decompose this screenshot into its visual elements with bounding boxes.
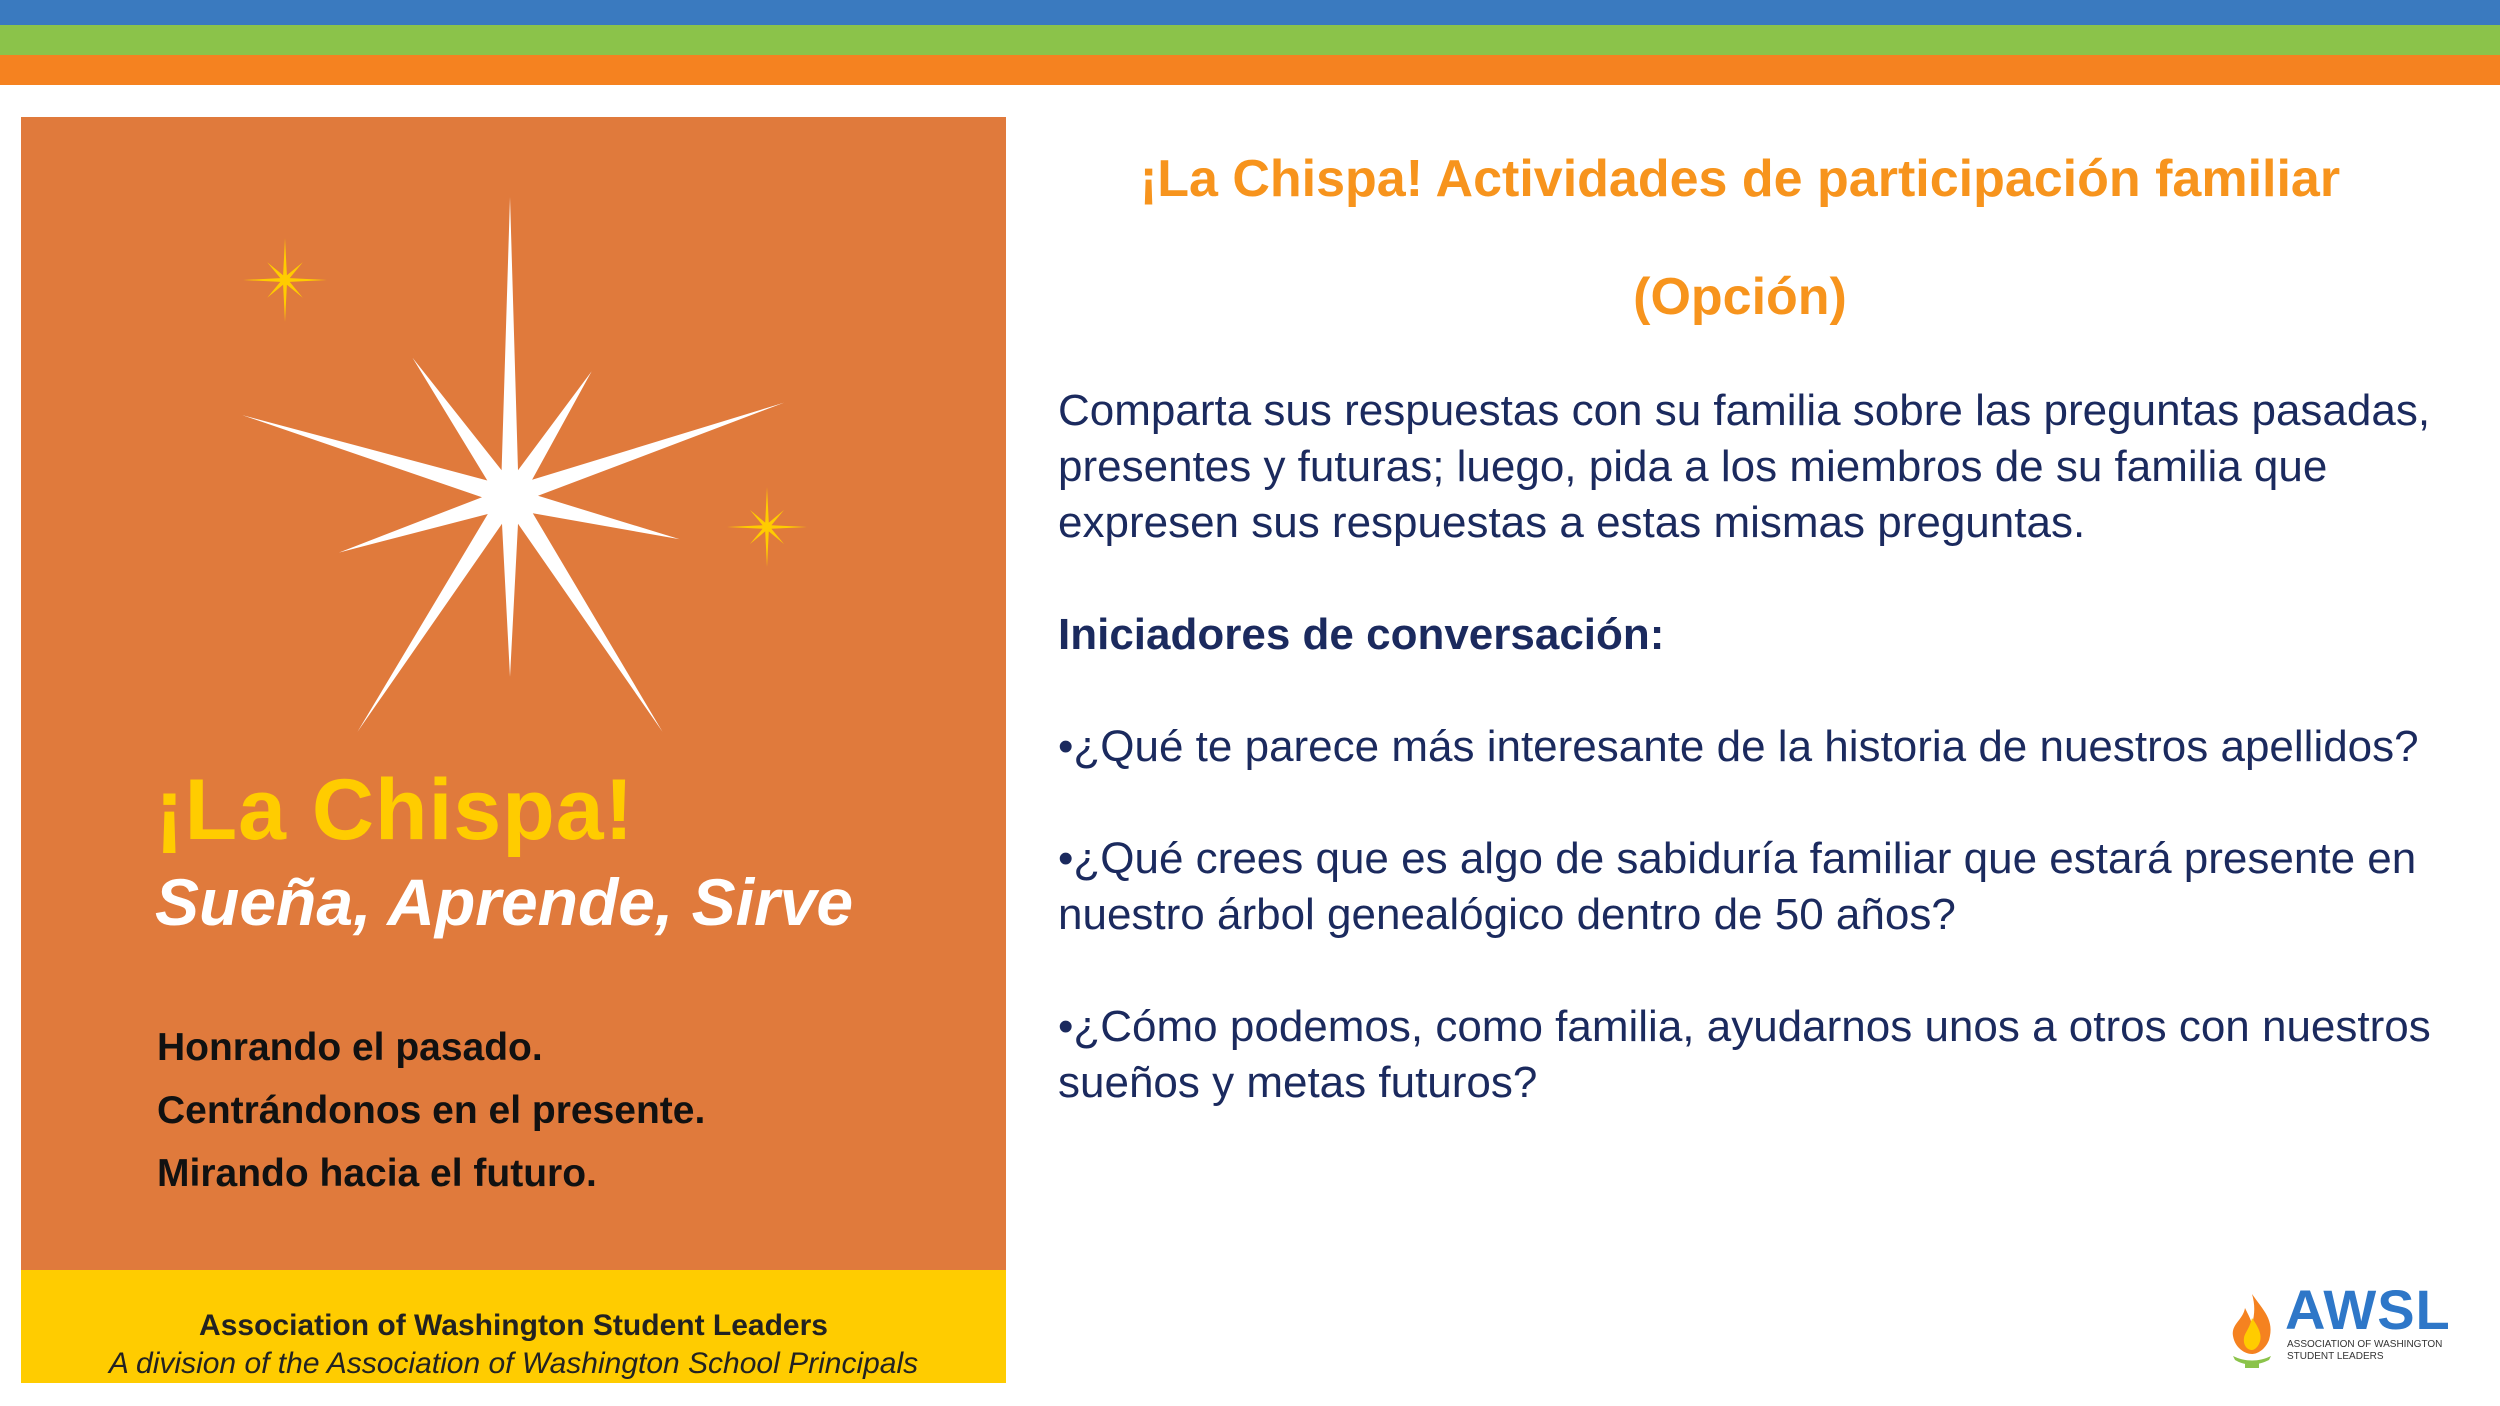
logo-subtitle-line: ASSOCIATION OF WASHINGTON [2287,1339,2443,1350]
small-sparkle-icon [243,238,327,322]
logo-wordmark: AWSL [2285,1278,2451,1341]
poster-line-past: Honrando el pasado. [157,1026,543,1069]
poster-subtitle: Sueña, Aprende, Sirve [155,865,854,939]
question-item: •¿Cómo podemos, como familia, ayudarnos unos a otros con nuestros sueños y metas futuros? [1058,1002,2431,1107]
top-stripe-orange [0,55,2500,85]
poster-title: ¡La Chispa! [155,762,635,858]
top-stripe-blue [0,0,2500,25]
awsl-logo [2225,1278,2455,1370]
question-item: •¿Qué te parece más interesante de la historia de nuestros apellidos? [1058,722,2419,771]
large-star-icon [242,197,784,732]
footer-division: A division of the Association of Washington School Principals [108,1347,919,1380]
activity-body [1058,383,2458,1111]
page-title: ¡La Chispa! Actividades de participación familiar (Opción) [1139,150,2341,326]
logo-subtitle-line: STUDENT LEADERS [2287,1351,2384,1362]
poster-line-future: Mirando hacia el futuro. [157,1152,597,1195]
top-stripe-green [0,25,2500,55]
flame-icon [2225,1290,2279,1370]
poster-line-present: Centrándonos en el presente. [157,1089,706,1132]
conversation-starters-label: Iniciadores de conversación: [1058,610,1665,659]
intro-paragraph: Comparta sus respuestas con su familia sobre las preguntas pasadas, presentes y futuras; luego, pida a los miembros de su familia que expresen sus respuestas a estas mismas preguntas. [1058,386,2431,547]
question-item: •¿Qué crees que es algo de sabiduría familiar que estará presente en nuestro árbol genealógico dentro de 50 años? [1058,834,2417,939]
poster-footer [21,1270,1006,1383]
small-sparkle-icon [727,487,807,567]
la-chispa-poster [21,117,1006,1383]
footer-organization: Association of Washington Student Leaders [199,1309,828,1342]
poster-stars [21,117,1006,817]
